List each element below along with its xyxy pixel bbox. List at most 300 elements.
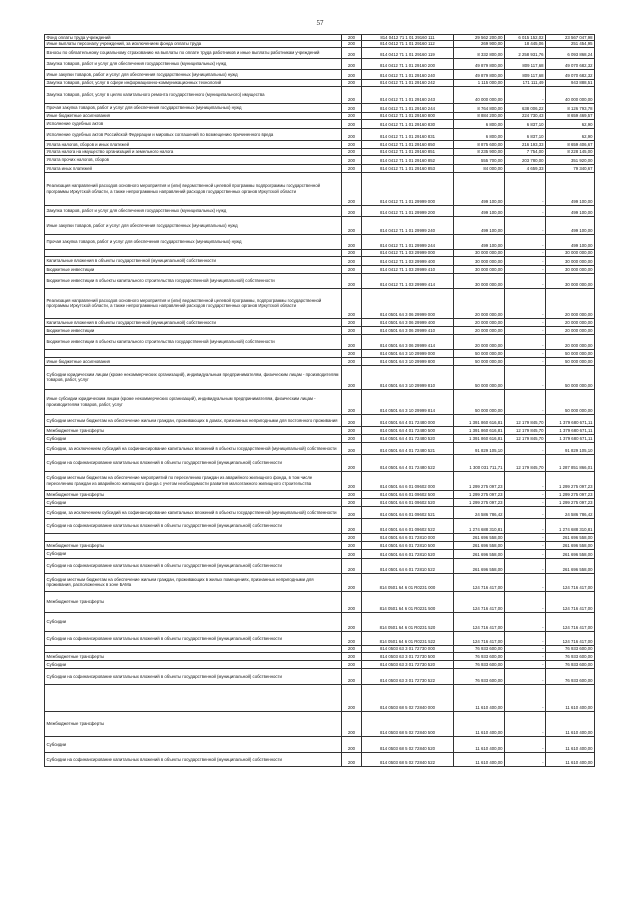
row-executed-amount: -	[505, 273, 546, 288]
row-line-code: 200	[342, 249, 362, 256]
row-name: Субсидии, за исключением субсидий на софинансирование капитальных вложений в объекты государственной (муниципальной) собственности	[45, 442, 342, 454]
row-unexecuted-amount: 49 070 682,32	[546, 69, 595, 79]
row-classification-code: 814 0412 71 1 01 29160 244	[362, 103, 454, 112]
row-classification-code: 814 0501 64 6 01 R0231 520	[362, 612, 454, 631]
row-line-code: 200	[342, 591, 362, 612]
row-unexecuted-amount: 62,90	[546, 128, 595, 140]
row-name: Субсидии местным бюджетам на обеспечение жильем граждан, проживающих в жилых помещениях, признанных непригодными для проживания, расположенных в зоне БАМа	[45, 573, 342, 591]
table-row	[45, 234, 595, 249]
row-line-code: 200	[342, 645, 362, 652]
table-row	[45, 631, 595, 645]
row-approved-amount: 261 696 558,00	[454, 549, 505, 558]
row-name: Субсидии на софинансирование капитальных вложений в объекты государственной (муниципальной) собственности	[45, 518, 342, 533]
row-name: Иные субсидии юридическим лицам (кроме некоммерческих организаций), индивидуальным предпринимателям, физическим лицам - производителям товаров, работ, услуг	[45, 389, 342, 414]
table-row	[45, 86, 595, 103]
row-approved-amount: 499 100,00	[454, 216, 505, 234]
row-classification-code: 814 0412 71 1 01 29160 111	[362, 35, 454, 41]
row-approved-amount: 1 299 275 097,23	[454, 471, 505, 490]
row-line-code: 200	[342, 506, 362, 518]
row-approved-amount: 84 000,00	[454, 164, 505, 172]
row-unexecuted-amount: 11 610 400,00	[546, 736, 595, 752]
row-name	[45, 249, 342, 256]
row-classification-code: 814 0503 68 5 02 72840 500	[362, 711, 454, 736]
row-executed-amount: 12 179 845,70	[505, 434, 546, 442]
row-name: Субсидии на софинансирование капитальных вложений в объекты государственной (муниципальной) собственности	[45, 558, 342, 573]
row-line-code: 200	[342, 155, 362, 164]
table-row	[45, 506, 595, 518]
row-approved-amount: 261 696 558,00	[454, 558, 505, 573]
row-classification-code: 814 0412 71 1 03 29999 410	[362, 265, 454, 273]
row-unexecuted-amount: 20 000 000,00	[546, 334, 595, 349]
row-approved-amount: 40 000 000,00	[454, 86, 505, 103]
row-unexecuted-amount: 124 716 417,00	[546, 612, 595, 631]
row-unexecuted-amount: 1 299 275 097,23	[546, 471, 595, 490]
row-executed-amount: 809 117,68	[505, 69, 546, 79]
row-name: Уплата прочих налогов, сборов	[45, 155, 342, 164]
row-executed-amount: -	[505, 334, 546, 349]
row-unexecuted-amount: 261 696 558,00	[546, 533, 595, 541]
row-executed-amount: 809 117,68	[505, 58, 546, 69]
row-approved-amount: 555 700,00	[454, 155, 505, 164]
row-approved-amount: 8 332 800,00	[454, 47, 505, 58]
row-name: Субсидии местным бюджетам на обеспечение жильем граждан, проживающих в домах, признанных непригодными для постоянного проживания	[45, 414, 342, 426]
row-executed-amount: -	[505, 660, 546, 668]
row-executed-amount: -	[505, 558, 546, 573]
row-executed-amount: -	[505, 86, 546, 103]
row-unexecuted-amount: 49 070 682,32	[546, 58, 595, 69]
row-line-code: 200	[342, 365, 362, 389]
row-unexecuted-amount: 20 000 000,00	[546, 288, 595, 318]
row-approved-amount: 1 391 860 616,81	[454, 414, 505, 426]
row-unexecuted-amount: 261 696 558,00	[546, 549, 595, 558]
row-executed-amount: 18 445,06	[505, 41, 546, 47]
row-unexecuted-amount: 79 340,67	[546, 164, 595, 172]
row-name: Иные выплаты персоналу учреждений, за исключением фонда оплаты труда	[45, 41, 342, 47]
row-unexecuted-amount: 1 299 275 097,23	[546, 490, 595, 498]
row-approved-amount: 20 000 000,00	[454, 288, 505, 318]
row-line-code: 200	[342, 265, 362, 273]
row-unexecuted-amount: 76 933 600,00	[546, 660, 595, 668]
row-line-code: 200	[342, 434, 362, 442]
row-classification-code: 814 0501 64 3 10 29999 810	[362, 365, 454, 389]
row-name: Бюджетные инвестиции	[45, 326, 342, 334]
row-executed-amount: -	[505, 736, 546, 752]
row-executed-amount: 6 837,10	[505, 128, 546, 140]
row-approved-amount: 261 696 558,00	[454, 541, 505, 549]
row-classification-code: 814 0501 64 3 10 29999 800	[362, 357, 454, 365]
row-unexecuted-amount: 20 000 000,00	[546, 318, 595, 326]
row-executed-amount: -	[505, 172, 546, 205]
row-unexecuted-amount: 1 379 680 671,11	[546, 414, 595, 426]
row-approved-amount: 124 716 417,00	[454, 631, 505, 645]
row-executed-amount: -	[505, 518, 546, 533]
table-row	[45, 256, 595, 265]
row-unexecuted-amount: 11 610 400,00	[546, 752, 595, 766]
row-unexecuted-amount: 251 454,95	[546, 41, 595, 47]
row-classification-code: 814 0412 71 1 01 29160 851	[362, 148, 454, 155]
row-classification-code: 814 0501 64 6 01 72810 500	[362, 541, 454, 549]
row-approved-amount: 50 000 000,00	[454, 349, 505, 357]
row-executed-amount: 12 179 845,70	[505, 414, 546, 426]
row-approved-amount: 1 391 860 616,81	[454, 426, 505, 434]
row-unexecuted-amount: 499 100,00	[546, 172, 595, 205]
row-name: Реализация направлений расходов основного мероприятия и (или) ведомственной целевой программы, подпрограммы государственной программы Иркутской области, а также непрограммных направлений расходов государственных органов Иркутской области	[45, 288, 342, 318]
row-line-code: 200	[342, 58, 362, 69]
table-row	[45, 334, 595, 349]
row-approved-amount: 6 800,00	[454, 119, 505, 128]
row-name: Иные бюджетные ассигнования	[45, 112, 342, 119]
row-line-code: 200	[342, 128, 362, 140]
row-line-code: 200	[342, 148, 362, 155]
row-executed-amount: -	[505, 490, 546, 498]
row-line-code: 200	[342, 454, 362, 471]
row-line-code: 200	[342, 414, 362, 426]
row-name: Межбюджетные трансферты	[45, 541, 342, 549]
row-executed-amount: -	[505, 631, 546, 645]
row-name	[45, 349, 342, 357]
row-line-code: 200	[342, 490, 362, 498]
row-executed-amount: 4 659,33	[505, 164, 546, 172]
table-row	[45, 549, 595, 558]
table-row	[45, 645, 595, 652]
table-row	[45, 365, 595, 389]
row-name: Субсидии	[45, 660, 342, 668]
row-approved-amount: 50 000 000,00	[454, 357, 505, 365]
row-name: Прочая закупка товаров, работ и услуг для обеспечения государственных (муниципальных) нужд	[45, 234, 342, 249]
row-name: Межбюджетные трансферты	[45, 711, 342, 736]
row-classification-code: 814 0412 71 1 01 29160 243	[362, 86, 454, 103]
table-row	[45, 357, 595, 365]
row-unexecuted-amount: 124 716 417,00	[546, 591, 595, 612]
row-line-code: 200	[342, 256, 362, 265]
table-row	[45, 573, 595, 591]
table-row	[45, 752, 595, 766]
budget-execution-table	[44, 34, 595, 767]
row-classification-code: 814 0501 64 6 01 R0231 000	[362, 573, 454, 591]
row-name: Субсидии	[45, 434, 342, 442]
row-unexecuted-amount: 8 228 145,00	[546, 148, 595, 155]
row-line-code: 200	[342, 518, 362, 533]
row-classification-code: 814 0412 71 1 01 29999 000	[362, 172, 454, 205]
row-executed-amount: -	[505, 541, 546, 549]
row-classification-code: 814 0501 64 3 06 29999 414	[362, 334, 454, 349]
table-row	[45, 288, 595, 318]
table-row	[45, 518, 595, 533]
row-unexecuted-amount: 50 000 000,00	[546, 389, 595, 414]
row-name: Межбюджетные трансферты	[45, 426, 342, 434]
row-unexecuted-amount: 62,90	[546, 119, 595, 128]
row-approved-amount: 261 696 558,00	[454, 533, 505, 541]
row-name: Уплата налогов, сборов и иных платежей	[45, 140, 342, 148]
row-unexecuted-amount: 499 100,00	[546, 234, 595, 249]
table-row	[45, 249, 595, 256]
row-name: Исполнение судебных актов Российской Федерации и мировых соглашений по возмещению причиненного вреда	[45, 128, 342, 140]
row-unexecuted-amount: 76 933 600,00	[546, 668, 595, 684]
row-unexecuted-amount: 11 610 400,00	[546, 684, 595, 711]
row-approved-amount: 8 235 900,00	[454, 148, 505, 155]
row-approved-amount: 76 933 600,00	[454, 645, 505, 652]
row-line-code: 200	[342, 549, 362, 558]
row-unexecuted-amount: 30 000 000,00	[546, 256, 595, 265]
row-classification-code: 814 0412 71 1 01 29999 244	[362, 234, 454, 249]
row-line-code: 200	[342, 736, 362, 752]
row-name: Субсидии на софинансирование капитальных вложений в объекты государственной (муниципальной) собственности	[45, 631, 342, 645]
row-name	[45, 684, 342, 711]
row-name	[45, 645, 342, 652]
row-classification-code: 814 0412 71 1 01 29160 852	[362, 155, 454, 164]
row-line-code: 200	[342, 612, 362, 631]
row-approved-amount: 76 933 600,00	[454, 668, 505, 684]
row-executed-amount: -	[505, 318, 546, 326]
row-name: Закупка товаров, работ, услуг в сфере информационно-коммуникационных технологий	[45, 79, 342, 86]
row-unexecuted-amount: 1 274 688 310,81	[546, 518, 595, 533]
row-line-code: 200	[342, 349, 362, 357]
row-classification-code: 814 0501 64 3 06 29999 410	[362, 326, 454, 334]
row-name: Взносы по обязательному социальному страхованию на выплаты по оплате труда работников и иные выплаты работникам учреждений	[45, 47, 342, 58]
row-line-code: 200	[342, 79, 362, 86]
row-name: Закупка товаров, работ, услуг в целях капитального ремонта государственного (муниципального) имущества	[45, 86, 342, 103]
row-line-code: 200	[342, 35, 362, 41]
row-line-code: 200	[342, 541, 362, 549]
row-approved-amount: 11 610 400,00	[454, 684, 505, 711]
table-row	[45, 612, 595, 631]
row-classification-code: 814 0501 64 3 06 29999 000	[362, 288, 454, 318]
table-body	[45, 35, 595, 767]
row-classification-code: 814 0503 63 3 01 72730 500	[362, 652, 454, 660]
row-executed-amount: 7 754,00	[505, 148, 546, 155]
row-classification-code: 814 0501 64 3 10 29999 000	[362, 349, 454, 357]
row-executed-amount: -	[505, 612, 546, 631]
row-line-code: 200	[342, 471, 362, 490]
row-name: Фонд оплаты труда учреждений	[45, 35, 342, 41]
row-classification-code: 814 0412 71 1 03 29999 414	[362, 273, 454, 288]
row-approved-amount: 91 829 105,10	[454, 442, 505, 454]
row-name: Уплата налога на имущество организаций и земельного налога	[45, 148, 342, 155]
row-approved-amount: 20 000 000,00	[454, 334, 505, 349]
table-row	[45, 426, 595, 434]
row-name: Субсидии, за исключением субсидий на софинансирование капитальных вложений в объекты государственной (муниципальной) собственности	[45, 506, 342, 518]
row-line-code: 200	[342, 318, 362, 326]
row-line-code: 200	[342, 164, 362, 172]
row-name: Закупка товаров, работ и услуг для обеспечения государственных (муниципальных) нужд	[45, 58, 342, 69]
row-name: Капитальные вложения в объекты государственной (муниципальной) собственности	[45, 318, 342, 326]
row-unexecuted-amount: 76 933 600,00	[546, 645, 595, 652]
row-executed-amount: -	[505, 288, 546, 318]
row-approved-amount: 30 000 000,00	[454, 256, 505, 265]
row-approved-amount: 124 716 417,00	[454, 612, 505, 631]
row-approved-amount: 8 875 600,00	[454, 140, 505, 148]
table-row	[45, 148, 595, 155]
row-name: Субсидии на софинансирование капитальных вложений в объекты государственной (муниципальной) собственности	[45, 752, 342, 766]
row-approved-amount: 1 299 275 097,23	[454, 490, 505, 498]
row-classification-code: 814 0412 71 1 01 29160 200	[362, 58, 454, 69]
row-unexecuted-amount: 499 100,00	[546, 216, 595, 234]
table-row	[45, 591, 595, 612]
row-executed-amount: 171 111,49	[505, 79, 546, 86]
row-line-code: 200	[342, 498, 362, 506]
row-unexecuted-amount: 23 567 047,98	[546, 35, 595, 41]
table-row	[45, 164, 595, 172]
row-name: Бюджетные инвестиции в объекты капитального строительства государственной (муниципальной) собственности	[45, 273, 342, 288]
row-unexecuted-amount: 11 610 400,00	[546, 711, 595, 736]
row-approved-amount: 49 879 800,00	[454, 58, 505, 69]
row-line-code: 200	[342, 234, 362, 249]
row-classification-code: 814 0501 64 6 01 R0231 522	[362, 631, 454, 645]
row-classification-code: 814 0412 71 1 01 29160 112	[362, 41, 454, 47]
row-line-code: 200	[342, 711, 362, 736]
row-line-code: 200	[342, 273, 362, 288]
row-approved-amount: 50 000 000,00	[454, 389, 505, 414]
row-unexecuted-amount: 124 716 417,00	[546, 573, 595, 591]
row-approved-amount: 11 610 400,00	[454, 752, 505, 766]
row-approved-amount: 269 900,00	[454, 41, 505, 47]
row-unexecuted-amount: 8 659 469,57	[546, 112, 595, 119]
row-name: Субсидии на софинансирование капитальных вложений в объекты государственной (муниципальной) собственности	[45, 668, 342, 684]
row-line-code: 200	[342, 172, 362, 205]
row-unexecuted-amount: 24 586 786,42	[546, 506, 595, 518]
row-name: Капитальные вложения в объекты государственной (муниципальной) собственности	[45, 256, 342, 265]
row-classification-code: 814 0501 64 6 01 72810 000	[362, 533, 454, 541]
row-executed-amount: 6 015 152,02	[505, 35, 546, 41]
table-row	[45, 216, 595, 234]
row-classification-code: 814 0501 64 4 01 72480 522	[362, 454, 454, 471]
row-approved-amount: 30 000 000,00	[454, 273, 505, 288]
row-classification-code: 814 0503 68 5 02 72840 520	[362, 736, 454, 752]
row-classification-code: 814 0412 71 1 01 29160 242	[362, 79, 454, 86]
row-line-code: 200	[342, 652, 362, 660]
row-name: Межбюджетные трансферты	[45, 490, 342, 498]
row-executed-amount: 12 179 845,70	[505, 426, 546, 434]
row-executed-amount: -	[505, 256, 546, 265]
row-classification-code: 814 0503 63 3 01 72730 520	[362, 660, 454, 668]
row-name: Прочая закупка товаров, работ и услуг для обеспечения государственных (муниципальных) нужд	[45, 103, 342, 112]
table-row	[45, 442, 595, 454]
row-approved-amount: 29 562 200,00	[454, 35, 505, 41]
row-name: Уплата иных платежей	[45, 164, 342, 172]
row-classification-code: 814 0501 64 3 06 29999 400	[362, 318, 454, 326]
row-name: Бюджетные инвестиции	[45, 265, 342, 273]
row-classification-code: 814 0501 64 6 01 72810 522	[362, 558, 454, 573]
table-row	[45, 660, 595, 668]
row-line-code: 200	[342, 47, 362, 58]
row-approved-amount: 30 000 000,00	[454, 265, 505, 273]
row-approved-amount: 11 610 400,00	[454, 736, 505, 752]
row-unexecuted-amount: 50 000 000,00	[546, 349, 595, 357]
row-unexecuted-amount: 8 659 406,67	[546, 140, 595, 148]
table-row	[45, 558, 595, 573]
row-classification-code: 814 0501 64 3 10 29999 814	[362, 389, 454, 414]
row-executed-amount: -	[505, 573, 546, 591]
row-classification-code: 814 0501 64 4 01 72480 500	[362, 426, 454, 434]
row-name: Субсидии	[45, 498, 342, 506]
row-executed-amount: 2 258 931,76	[505, 47, 546, 58]
row-unexecuted-amount: 1 379 680 671,11	[546, 434, 595, 442]
row-executed-amount: -	[505, 549, 546, 558]
row-classification-code: 814 0501 64 6 01 72810 520	[362, 549, 454, 558]
table-row	[45, 318, 595, 326]
row-classification-code: 814 0501 64 4 01 72480 520	[362, 434, 454, 442]
table-row	[45, 119, 595, 128]
row-executed-amount: -	[505, 349, 546, 357]
row-line-code: 200	[342, 216, 362, 234]
row-executed-amount: 216 193,33	[505, 140, 546, 148]
row-name: Закупка товаров, работ и услуг для обеспечения государственных (муниципальных) нужд	[45, 205, 342, 216]
row-unexecuted-amount: 30 000 000,00	[546, 249, 595, 256]
row-line-code: 200	[342, 533, 362, 541]
table-row	[45, 668, 595, 684]
row-approved-amount: 499 100,00	[454, 234, 505, 249]
table-row	[45, 711, 595, 736]
row-unexecuted-amount: 351 920,00	[546, 155, 595, 164]
row-name	[45, 533, 342, 541]
row-classification-code: 814 0412 71 1 01 29160 830	[362, 119, 454, 128]
row-classification-code: 814 0501 64 6 01 09602 520	[362, 498, 454, 506]
row-executed-amount: -	[505, 249, 546, 256]
row-approved-amount: 8 764 800,00	[454, 103, 505, 112]
table-row	[45, 47, 595, 58]
row-name: Межбюджетные трансферты	[45, 652, 342, 660]
table-row	[45, 471, 595, 490]
row-unexecuted-amount: 943 888,51	[546, 79, 595, 86]
row-name: Иные закупки товаров, работ и услуг для обеспечения государственных (муниципальных) нужд	[45, 216, 342, 234]
table-row	[45, 541, 595, 549]
row-unexecuted-amount: 50 000 000,00	[546, 357, 595, 365]
row-executed-amount: -	[505, 205, 546, 216]
row-executed-amount: -	[505, 498, 546, 506]
row-approved-amount: 499 100,00	[454, 205, 505, 216]
row-unexecuted-amount: 30 000 000,00	[546, 273, 595, 288]
row-approved-amount: 30 000 000,00	[454, 249, 505, 256]
row-unexecuted-amount: 76 933 600,00	[546, 652, 595, 660]
row-name: Иные закупки товаров, работ и услуг для обеспечения государственных (муниципальных) нужд	[45, 69, 342, 79]
row-executed-amount: 12 179 845,70	[505, 454, 546, 471]
row-approved-amount: 1 274 688 310,81	[454, 518, 505, 533]
row-classification-code: 814 0412 71 1 01 29160 831	[362, 128, 454, 140]
row-executed-amount: -	[505, 365, 546, 389]
row-approved-amount: 49 879 800,00	[454, 69, 505, 79]
row-executed-amount: -	[505, 234, 546, 249]
table-row	[45, 498, 595, 506]
row-unexecuted-amount: 124 716 417,00	[546, 631, 595, 645]
row-classification-code: 814 0412 71 1 03 29999 000	[362, 249, 454, 256]
row-approved-amount: 6 800,00	[454, 128, 505, 140]
table-row	[45, 79, 595, 86]
row-executed-amount: -	[505, 265, 546, 273]
row-approved-amount: 20 000 000,00	[454, 326, 505, 334]
row-name: Исполнение судебных актов	[45, 119, 342, 128]
row-approved-amount: 50 000 000,00	[454, 365, 505, 389]
row-line-code: 200	[342, 112, 362, 119]
row-executed-amount: 6 837,10	[505, 119, 546, 128]
row-classification-code: 814 0503 68 5 02 72840 522	[362, 752, 454, 766]
row-classification-code: 814 0501 64 4 01 72480 000	[362, 414, 454, 426]
table-row	[45, 389, 595, 414]
table-row	[45, 273, 595, 288]
row-executed-amount: -	[505, 326, 546, 334]
row-classification-code: 814 0503 63 3 01 72730 000	[362, 645, 454, 652]
row-name: Иные бюджетные ассигнования	[45, 357, 342, 365]
table-row	[45, 414, 595, 426]
row-unexecuted-amount: 40 000 000,00	[546, 86, 595, 103]
row-name: Бюджетные инвестиции в объекты капитального строительства государственной (муниципальной) собственности	[45, 334, 342, 349]
row-name: Субсидии	[45, 549, 342, 558]
row-approved-amount: 20 000 000,00	[454, 318, 505, 326]
row-executed-amount: -	[505, 357, 546, 365]
row-executed-amount: -	[505, 591, 546, 612]
row-classification-code: 814 0412 71 1 03 29999 400	[362, 256, 454, 265]
row-classification-code: 814 0501 64 6 01 09602 000	[362, 471, 454, 490]
row-approved-amount: 499 100,00	[454, 172, 505, 205]
